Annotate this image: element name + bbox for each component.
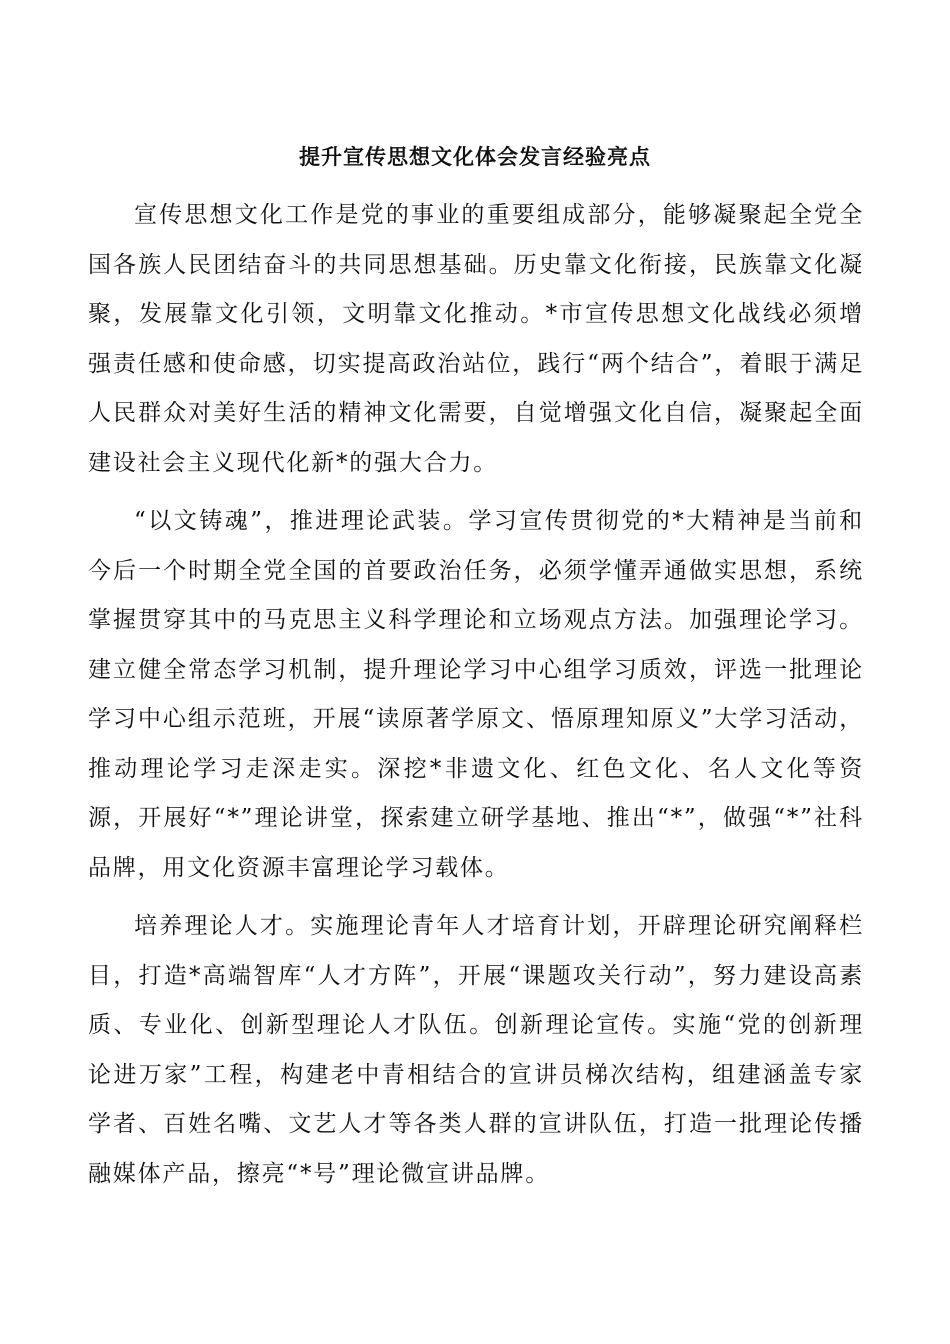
paragraph-2: “以文铸魂”，推进理论武装。学习宣传贯彻党的*大精神是当前和今后一个时期全党全国的首要政治任务，必须学懂弄通做实思想，系统掌握贯穿其中的马克思主义科学理论和立场观点方法。加强理论学习。建立健全常态学习机制，提升理论学习中心组学习质效，评选一批理论学习中心组示范班，开展“读原著学原文、悟原理知原义”大学习活动，推动理论学习走深走实。深挖*非遗文化、红色文化、名人文化等资源，开展好“*”理论讲堂，探索建立研学基地、推出“*”，做强“*”社科品牌，用文化资源丰富理论学习载体。 [88, 508, 864, 881]
document-body [88, 191, 864, 1199]
document-title: 提升宣传思想文化体会发言经验亮点 [299, 145, 651, 169]
paragraph-1: 宣传思想文化工作是党的事业的重要组成部分，能够凝聚起全党全国各族人民团结奋斗的共同思想基础。历史靠文化衔接，民族靠文化凝聚，发展靠文化引领，文明靠文化推动。*市宣传思想文化战线必须增强责任感和使命感，切实提高政治站位，践行“两个结合”，着眼于满足人民群众对美好生活的精神文化需要，自觉增强文化自信，凝聚起全面建设社会主义现代化新*的强大合力。 [88, 202, 864, 476]
paragraph-3: 培养理论人才。实施理论青年人才培育计划，开辟理论研究阐释栏目，打造*高端智库“人才方阵”，开展“课题攻关行动”，努力建设高素质、专业化、创新型理论人才队伍。创新理论宣传。实施“党的创新理论进万家”工程，构建老中青相结合的宣讲员梯次结构，组建涵盖专家学者、百姓名嘴、文艺人才等各类人群的宣讲队伍，打造一批理论传播融媒体产品，擦亮“*号”理论微宣讲品牌。 [88, 913, 864, 1187]
